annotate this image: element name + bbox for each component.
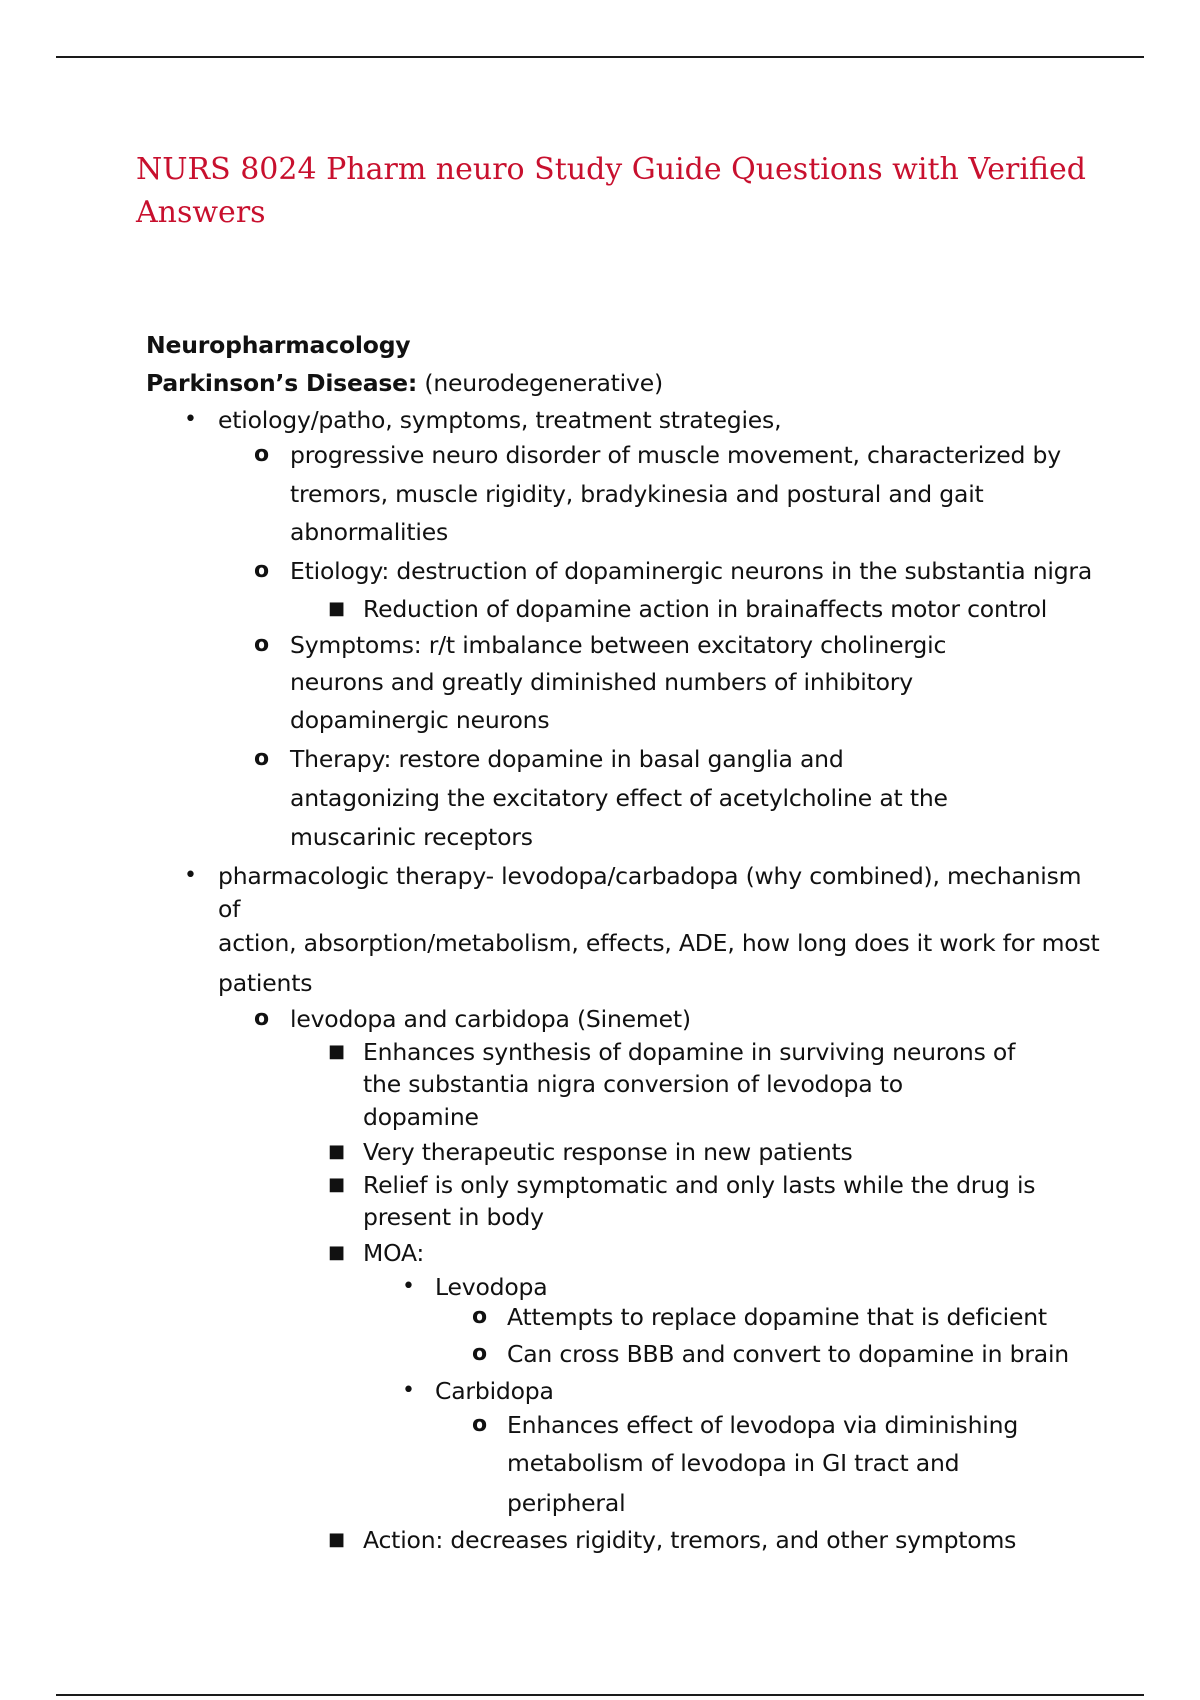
list-item: action, absorption/metabolism, effects, ADE, how long does it work for most xyxy=(218,929,1100,957)
bullet-square-icon: ■ xyxy=(328,1041,346,1062)
disease-label: Parkinson’s Disease: xyxy=(146,369,418,397)
bullet-dot-icon: • xyxy=(402,1378,415,1403)
list-item: peripheral xyxy=(507,1489,626,1517)
bullet-square-icon: ■ xyxy=(328,598,346,619)
document-title: NURS 8024 Pharm neuro Study Guide Questions with Verified Answers xyxy=(136,152,1086,230)
list-item: progressive neuro disorder of muscle movement, characterized by xyxy=(290,441,1061,469)
footer-rule xyxy=(56,1694,1144,1696)
list-item: antagonizing the excitatory effect of acetylcholine at the xyxy=(290,784,948,812)
list-item: Symptoms: r/t imbalance between excitatory cholinergic xyxy=(290,631,947,659)
list-item: dopamine xyxy=(363,1103,479,1131)
list-item: of xyxy=(218,895,241,923)
bullet-o-icon: o xyxy=(254,1006,270,1031)
list-item: Reduction of dopamine action in brainaffects motor control xyxy=(363,595,1048,623)
bullet-square-icon: ■ xyxy=(328,1141,346,1162)
bullet-square-icon: ■ xyxy=(328,1242,346,1263)
list-item: tremors, muscle rigidity, bradykinesia and postural and gait xyxy=(290,480,984,508)
list-item: Enhances effect of levodopa via diminishing xyxy=(507,1411,1019,1439)
bullet-o-icon: o xyxy=(472,1412,488,1437)
disease-note: (neurodegenerative) xyxy=(417,369,663,397)
list-item: pharmacologic therapy- levodopa/carbadopa (why combined), mechanism xyxy=(218,862,1082,890)
bullet-dot-icon: • xyxy=(184,863,197,888)
list-item: metabolism of levodopa in GI tract and xyxy=(507,1449,960,1477)
list-item: neurons and greatly diminished numbers of inhibitory xyxy=(290,668,913,696)
bullet-o-icon: o xyxy=(472,1341,488,1366)
list-item: muscarinic receptors xyxy=(290,823,533,851)
list-item: the substantia nigra conversion of levodopa to xyxy=(363,1070,903,1098)
list-item: abnormalities xyxy=(290,518,449,546)
header-rule xyxy=(56,56,1144,58)
list-item: Can cross BBB and convert to dopamine in brain xyxy=(507,1340,1070,1368)
bullet-o-icon: o xyxy=(472,1304,488,1329)
list-item: Enhances synthesis of dopamine in surviving neurons of xyxy=(363,1038,1016,1066)
bullet-o-icon: o xyxy=(254,442,270,467)
bullet-dot-icon: • xyxy=(184,407,197,432)
disease-line xyxy=(146,368,663,398)
section-heading: Neuropharmacology xyxy=(146,331,411,359)
bullet-o-icon: o xyxy=(254,632,270,657)
list-item: Levodopa xyxy=(435,1273,548,1301)
list-item: Carbidopa xyxy=(435,1377,554,1405)
list-item: Action: decreases rigidity, tremors, and other symptoms xyxy=(363,1526,1017,1554)
list-item: Therapy: restore dopamine in basal ganglia and xyxy=(290,745,844,773)
list-item: Very therapeutic response in new patients xyxy=(363,1138,853,1166)
bullet-square-icon: ■ xyxy=(328,1174,346,1195)
list-item: levodopa and carbidopa (Sinemet) xyxy=(290,1005,691,1033)
list-item: present in body xyxy=(363,1203,544,1231)
list-item: MOA: xyxy=(363,1239,425,1267)
list-item: Etiology: destruction of dopaminergic neurons in the substantia nigra xyxy=(290,557,1093,585)
list-item: dopaminergic neurons xyxy=(290,706,550,734)
list-item: Relief is only symptomatic and only lasts while the drug is xyxy=(363,1171,1036,1199)
bullet-square-icon: ■ xyxy=(328,1529,346,1550)
bullet-dot-icon: • xyxy=(402,1274,415,1299)
bullet-o-icon: o xyxy=(254,558,270,583)
list-item: etiology/patho, symptoms, treatment strategies, xyxy=(218,406,782,434)
list-item: patients xyxy=(218,969,313,997)
bullet-o-icon: o xyxy=(254,746,270,771)
list-item: Attempts to replace dopamine that is deficient xyxy=(507,1303,1047,1331)
